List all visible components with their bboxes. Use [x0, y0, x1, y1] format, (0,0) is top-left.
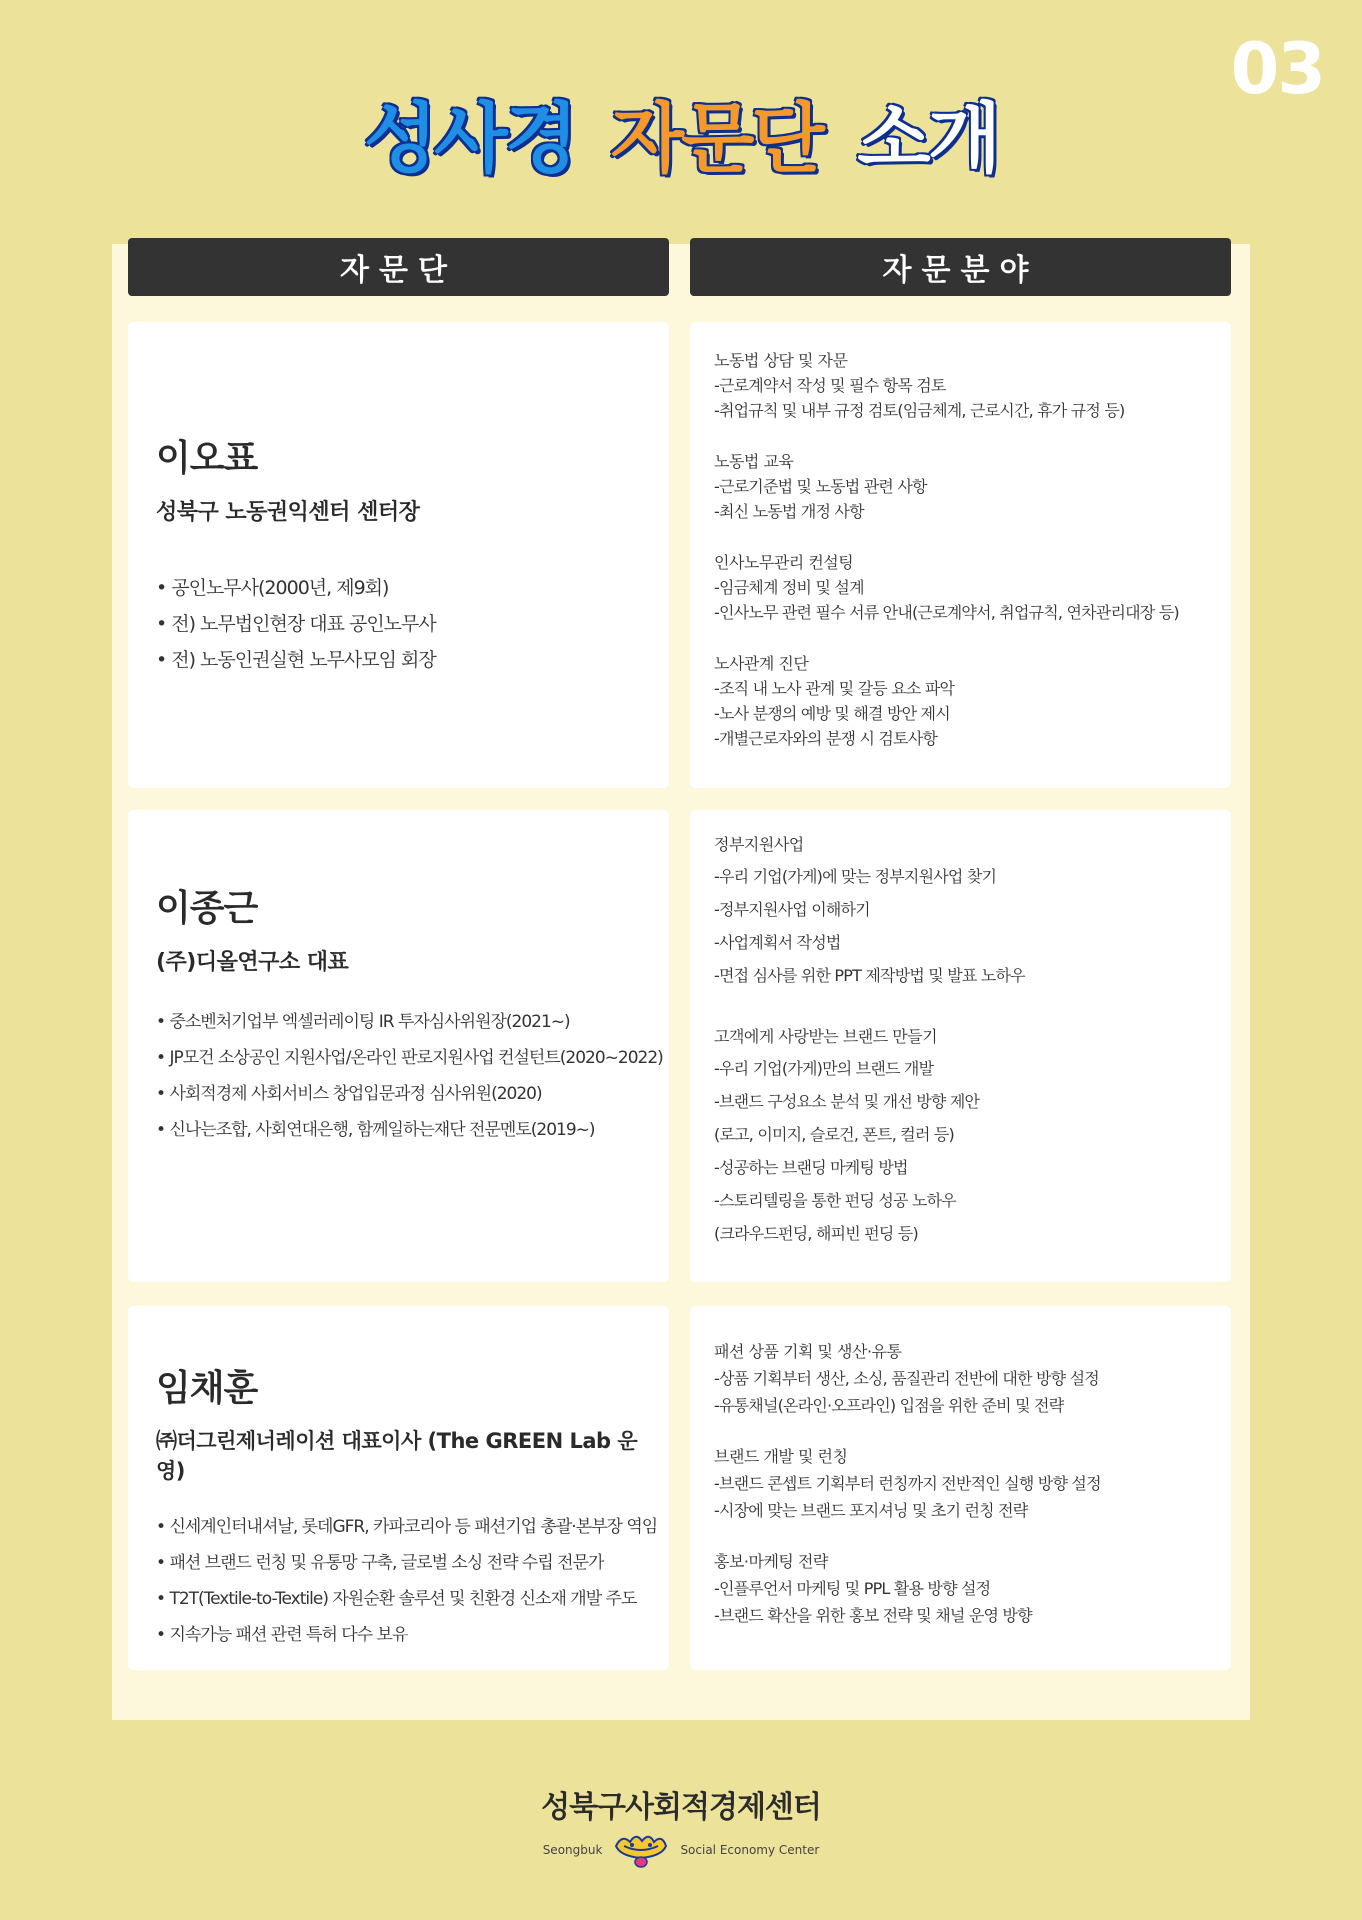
- credential-item: • 신세계인터내셔날, 롯데GFR, 카파코리아 등 패션기업 총괄·본부장 역임: [156, 1509, 641, 1545]
- field-title: 고객에게 사랑받는 브랜드 만들기: [714, 1027, 938, 1046]
- advisor-role: (주)디올연구소 대표: [156, 950, 349, 975]
- field-title: 노사관계 진단: [714, 654, 809, 673]
- field-item: -유통채널(온라인·오프라인) 입점을 위한 준비 및 전략: [714, 1396, 1064, 1415]
- credential-item: • JP모건 소상공인 지원사업/온라인 판로지원사업 컨설턴트(2020~2022): [156, 1040, 641, 1076]
- credential-item: • 사회적경제 사회서비스 창업입문과정 심사위원(2020): [156, 1076, 641, 1112]
- field-item: -근로계약서 작성 및 필수 항목 검토: [714, 376, 946, 395]
- credential-item: • 공인노무사(2000년, 제9회): [156, 570, 641, 606]
- credential-item: • 지속가능 패션 관련 특허 다수 보유: [156, 1617, 641, 1653]
- fields-card-2: [690, 810, 1231, 1282]
- mascot-icon: [612, 1832, 670, 1868]
- field-item: -근로기준법 및 노동법 관련 사항: [714, 477, 927, 496]
- field-item: -우리 기업(가게)에 맞는 정부지원사업 찾기: [714, 867, 997, 886]
- title-part-2: 자문단: [610, 94, 822, 183]
- advisor-card-3: [128, 1306, 669, 1670]
- page-number: 03: [1230, 28, 1324, 110]
- credential-item: • 전) 노무법인현장 대표 공인노무사: [156, 606, 641, 642]
- field-item: (로고, 이미지, 슬로건, 폰트, 컬러 등): [714, 1125, 954, 1144]
- field-item: -시장에 맞는 브랜드 포지셔닝 및 초기 런칭 전략: [714, 1501, 1028, 1520]
- credentials-list: [156, 570, 641, 678]
- credential-item: • 중소벤처기업부 엑셀러레이팅 IR 투자심사위원장(2021~): [156, 1004, 641, 1040]
- field-item: (크라우드펀딩, 해피빈 펀딩 등): [714, 1224, 918, 1243]
- field-group: [714, 651, 1207, 751]
- field-title: 정부지원사업: [714, 835, 804, 854]
- credential-item: • 패션 브랜드 런칭 및 유통망 구축, 글로벌 소싱 전략 수립 전문가: [156, 1545, 641, 1581]
- field-item: -우리 기업(가게)만의 브랜드 개발: [714, 1059, 934, 1078]
- advisor-card-1: [128, 322, 669, 788]
- credentials-list: [156, 1004, 663, 1148]
- credentials-list: [156, 1509, 658, 1653]
- field-item: -임금체계 정비 및 설계: [714, 578, 864, 597]
- field-item: -인사노무 관련 필수 서류 안내(근로계약서, 취업규칙, 연차관리대장 등): [714, 603, 1179, 622]
- page-title: [0, 78, 1362, 187]
- field-item: -브랜드 확산을 위한 홍보 전략 및 채널 운영 방향: [714, 1606, 1032, 1625]
- field-item: -최신 노동법 개정 사항: [714, 502, 864, 521]
- field-title: 노동법 상담 및 자문: [714, 351, 848, 370]
- header-fields: 자문분야: [690, 238, 1231, 296]
- header-advisors: 자문단: [128, 238, 669, 296]
- field-item: -취업규칙 및 내부 규정 검토(임금체계, 근로시간, 휴가 규정 등): [714, 401, 1125, 420]
- field-group: [714, 1338, 1207, 1419]
- credential-item: • 전) 노동인권실현 노무사모임 회장: [156, 642, 641, 678]
- field-item: -면접 심사를 위한 PPT 제작방법 및 발표 노하우: [714, 966, 1025, 985]
- field-item: -브랜드 구성요소 분석 및 개선 방향 제안: [714, 1092, 980, 1111]
- footer-logo: [0, 1782, 1362, 1868]
- field-title: 인사노무관리 컨설팅: [714, 553, 854, 572]
- logo-text: 성북구사회적경제센터: [541, 1790, 821, 1825]
- field-item: -정부지원사업 이해하기: [714, 900, 870, 919]
- logo-subline: [0, 1832, 1362, 1868]
- field-item: -스토리텔링을 통한 펀딩 성공 노하우: [714, 1191, 956, 1210]
- field-item: -브랜드 콘셉트 기획부터 런칭까지 전반적인 실행 방향 설정: [714, 1474, 1101, 1493]
- field-group: [714, 1022, 1207, 1250]
- advisor-name: 임채훈: [156, 1368, 258, 1409]
- field-title: 패션 상품 기획 및 생산·유통: [714, 1342, 902, 1361]
- field-item: -인플루언서 마케팅 및 PPL 활용 방향 설정: [714, 1579, 991, 1598]
- field-group: [714, 830, 1207, 992]
- advisor-role: ㈜더그린제너레이션 대표이사 (The GREEN Lab 운영): [156, 1429, 638, 1483]
- credential-item: • T2T(Textile-to-Textile) 자원순환 솔루션 및 친환경 신소재 개발 주도: [156, 1581, 641, 1617]
- field-item: -노사 분쟁의 예방 및 해결 방안 제시: [714, 704, 950, 723]
- field-item: -성공하는 브랜딩 마케팅 방법: [714, 1158, 908, 1177]
- advisor-name: 이종근: [156, 888, 258, 929]
- field-item: -개별근로자와의 분쟁 시 검토사항: [714, 729, 938, 748]
- credential-item: • 신나는조합, 사회연대은행, 함께일하는재단 전문멘토(2019~): [156, 1112, 641, 1148]
- advisor-role: 성북구 노동권익센터 센터장: [156, 500, 420, 525]
- field-group: [714, 1443, 1207, 1524]
- field-group: [714, 348, 1207, 423]
- field-title: 홍보·마케팅 전략: [714, 1552, 828, 1571]
- logo-sub-left: Seongbuk: [542, 1843, 603, 1857]
- field-group: [714, 1548, 1207, 1629]
- field-title: 노동법 교육: [714, 452, 794, 471]
- field-group: [714, 550, 1207, 625]
- fields-card-1: [690, 322, 1231, 788]
- title-part-1: 성사경: [363, 94, 576, 183]
- field-item: -조직 내 노사 관계 및 갈등 요소 파악: [714, 679, 955, 698]
- field-title: 브랜드 개발 및 런칭: [714, 1447, 848, 1466]
- advisor-card-2: [128, 810, 669, 1282]
- field-item: -상품 기획부터 생산, 소싱, 품질관리 전반에 대한 방향 설정: [714, 1369, 1099, 1388]
- field-item: -사업계획서 작성법: [714, 933, 841, 952]
- logo-sub-right: Social Economy Center: [680, 1843, 820, 1857]
- advisor-name: 이오표: [156, 438, 258, 479]
- fields-card-3: [690, 1306, 1231, 1670]
- field-group: [714, 449, 1207, 524]
- title-part-3: 소개: [857, 94, 999, 183]
